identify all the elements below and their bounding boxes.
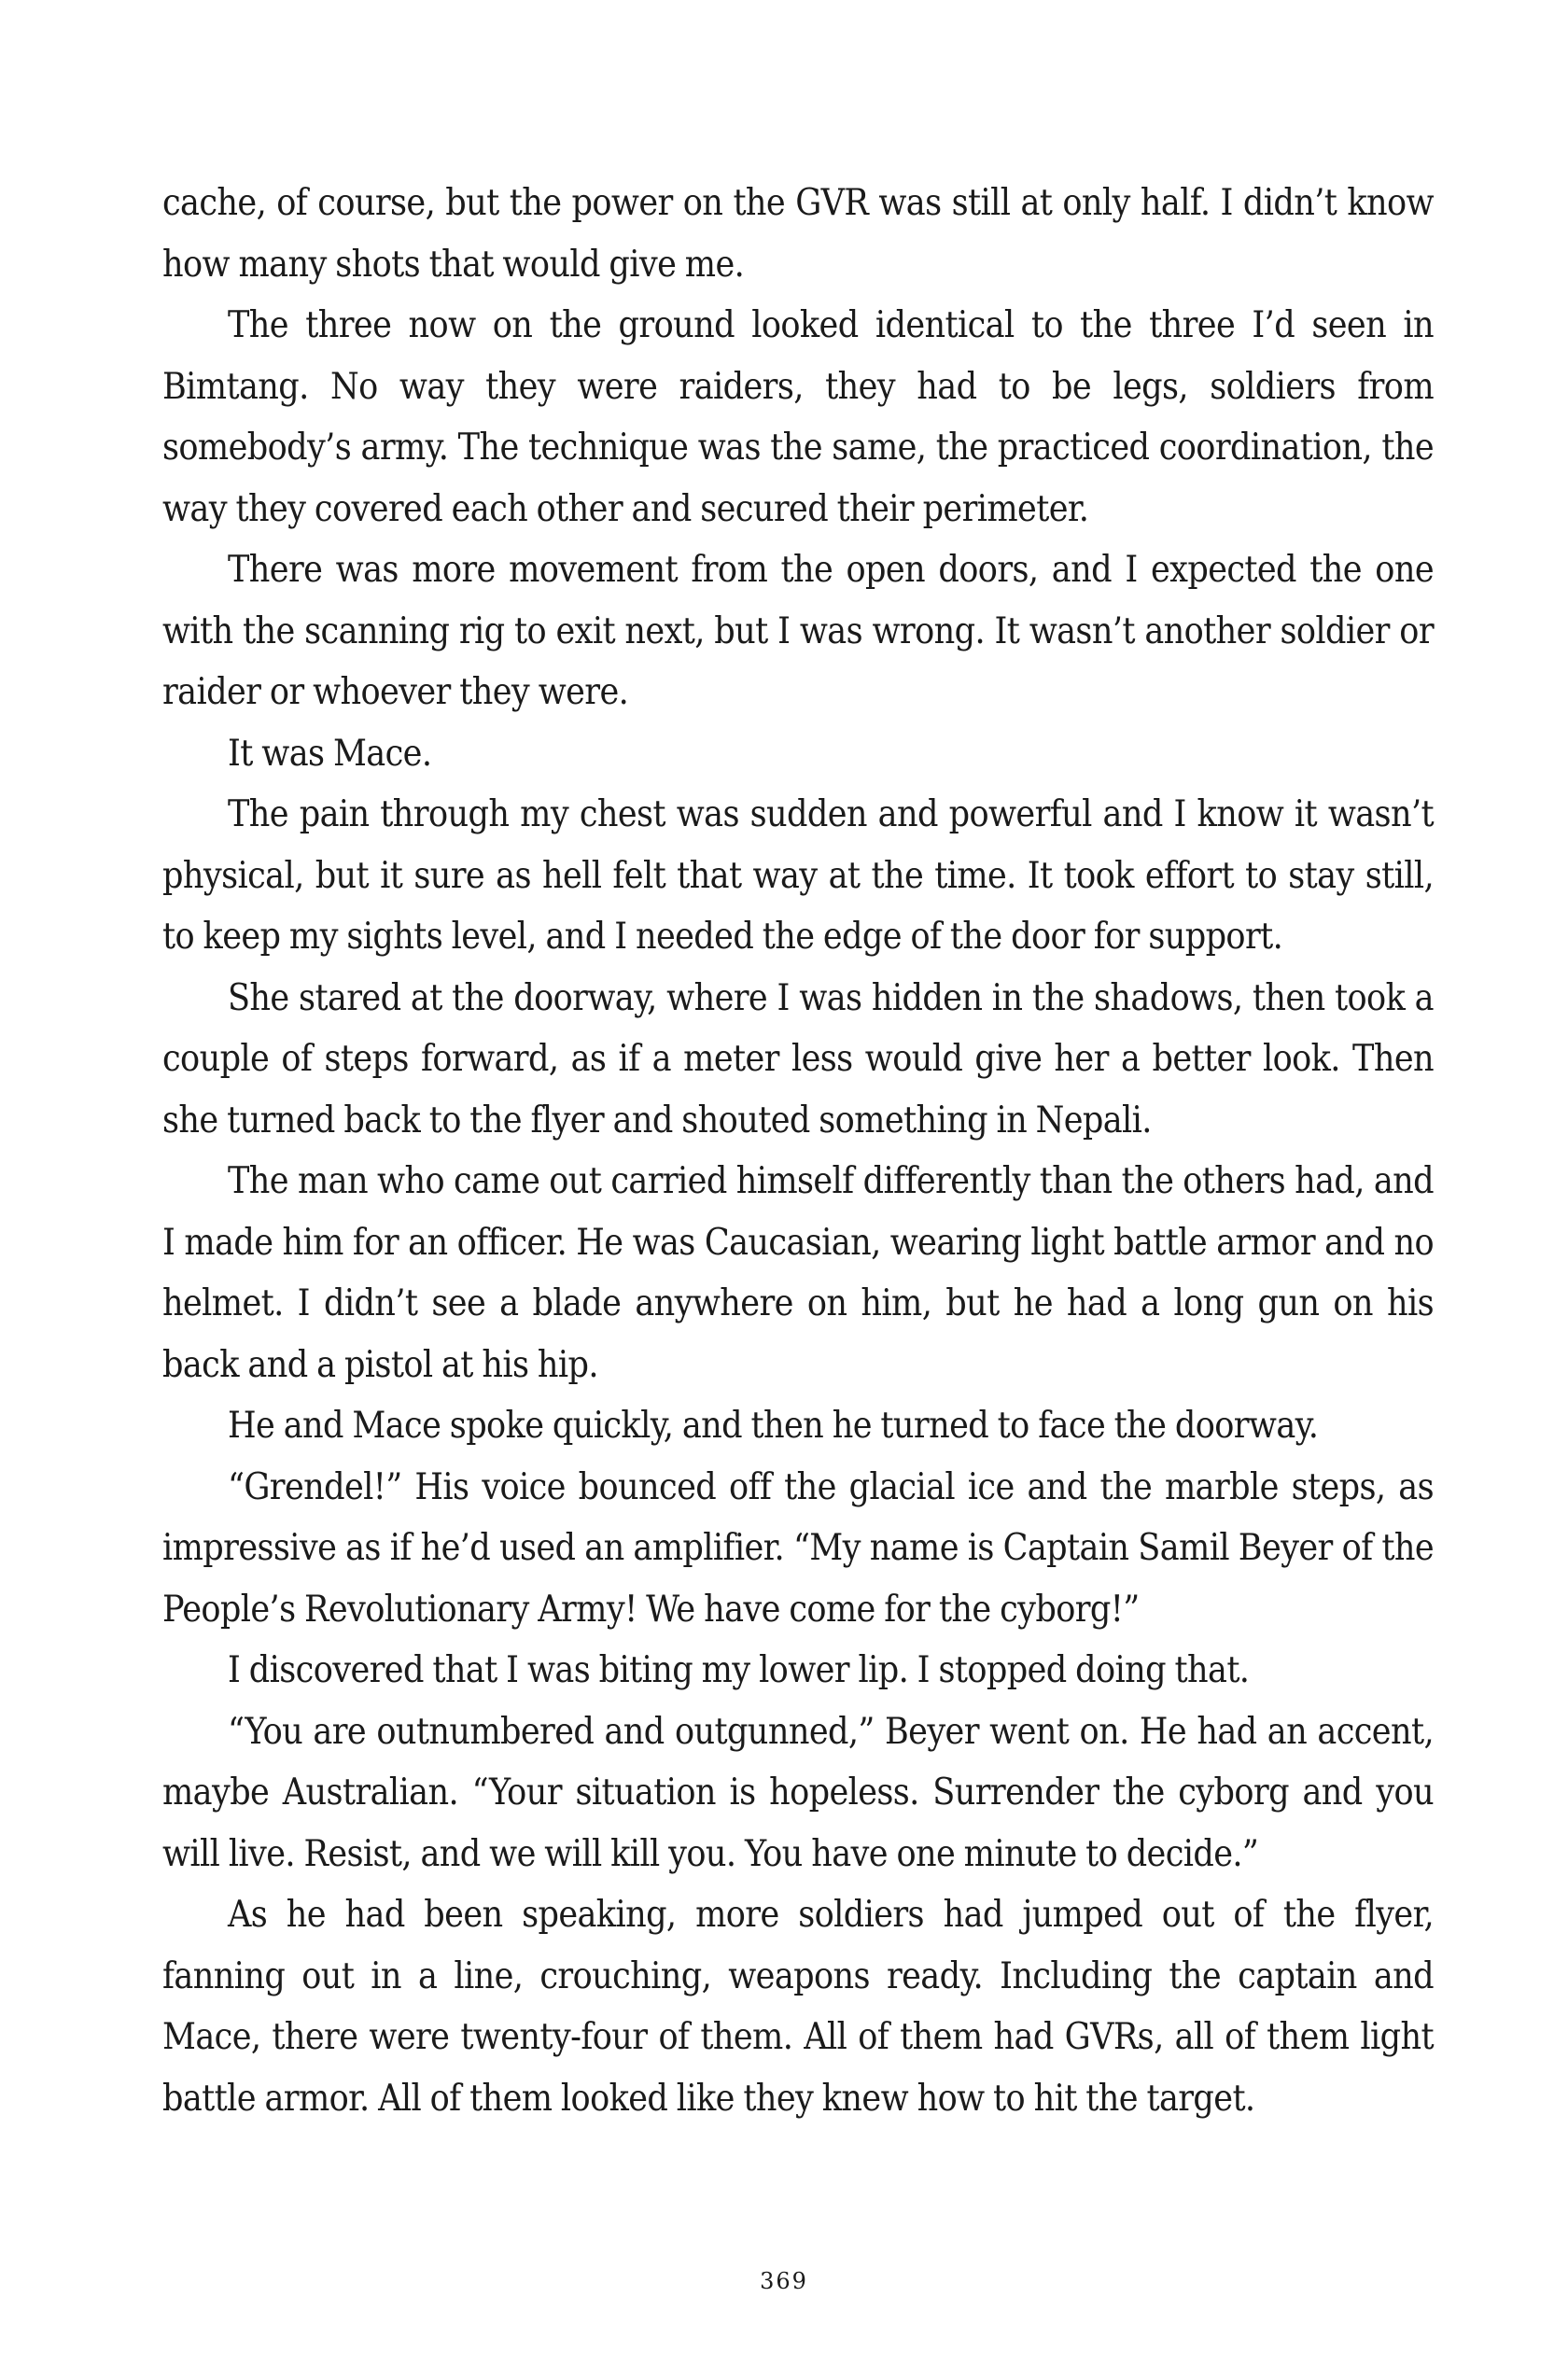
body-text: [162, 173, 1434, 2129]
paragraph: “Grendel!” His voice bounced off the glacial ice and the marble steps, as impressive as if he’d used an amplifier. “My name is Captain Samil Beyer of the People’s Revolutionary Army! We have come for the cyborg!”: [162, 1465, 1434, 1631]
paragraph: I discovered that I was biting my lower lip. I stopped doing that.: [228, 1649, 1250, 1691]
paragraph: The pain through my chest was sudden and powerful and I know it wasn’t physical, but it sure as hell felt that way at the time. It took effort to stay still, to keep my sights level, and I needed the edge of the door for support.: [162, 793, 1434, 958]
paragraph-continued: cache, of course, but the power on the GVR was still at only half. I didn’t know how many shots that would give me.: [162, 182, 1434, 286]
paragraph: The man who came out carried himself differently than the others had, and I made him for an officer. He was Caucasian, wearing light battle armor and no helmet. I didn’t see a blade anywhere on him, but he had a long gun on his back and a pistol at his hip.: [162, 1160, 1434, 1386]
paragraph: “You are outnumbered and outgunned,” Beyer went on. He had an accent, maybe Australian. “Your situation is hopeless. Surrender the cyborg and you will live. Resist, and we will kill you. You have one minute to decide.”: [162, 1710, 1434, 1875]
paragraph: As he had been speaking, more soldiers had jumped out of the flyer, fanning out in a line, crouching, weapons ready. Including the captain and Mace, there were twenty-four of them. All of them had GVRs, all of them light battle armor. All of them looked like they knew how to hit the target.: [162, 1894, 1434, 2120]
paragraph: The three now on the ground looked identical to the three I’d seen in Bimtang. No way they were raiders, they had to be legs, soldiers from somebody’s army. The technique was the same, the practiced coordination, the way they covered each other and secured their perimeter.: [162, 304, 1434, 530]
page-number: 369: [760, 2268, 808, 2294]
paragraph: He and Mace spoke quickly, and then he turned to face the doorway.: [228, 1405, 1319, 1447]
paragraph: She stared at the doorway, where I was hidden in the shadows, then took a couple of steps forward, as if a meter less would give her a better look. Then she turned back to the flyer and shouted something in Nepali.: [162, 976, 1434, 1141]
paragraph: There was more movement from the open doors, and I expected the one with the scanning rig to exit next, but I was wrong. It wasn’t another soldier or raider or whoever they were.: [162, 549, 1434, 713]
paragraph: It was Mace.: [228, 732, 432, 775]
